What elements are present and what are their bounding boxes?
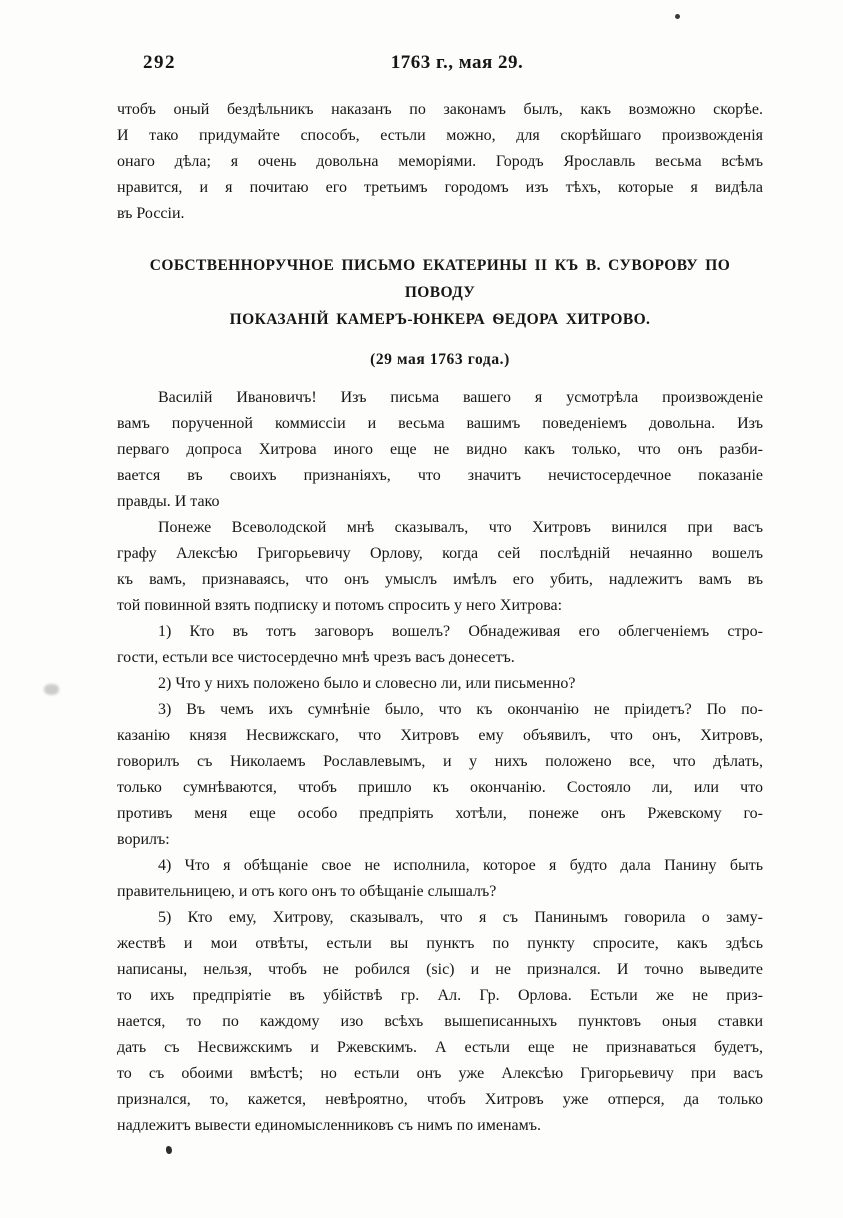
letter-body xyxy=(117,385,763,1139)
text-line: 1) Кто въ тотъ заговоръ вошелъ? Обнадеживая его облегченіемъ стро- xyxy=(158,623,763,640)
text-line: онаго дѣла; я очень довольна меморіями. Городъ Ярославль весьма всѣмъ xyxy=(117,153,763,170)
intro-paragraph xyxy=(117,97,763,227)
text-line: 4) Что я обѣщаніе свое не исполнила, которое я будто дала Панину быть xyxy=(158,857,763,874)
scan-artifact-dot-bottom-left xyxy=(166,1146,172,1154)
letter-paragraph-2 xyxy=(117,515,763,619)
text-line: нается, то по каждому изо всѣхъ вышеписанныхъ пунктовъ оныя ставки xyxy=(117,1013,763,1030)
letter-paragraph-1 xyxy=(117,385,763,515)
text-line: правительницею, и отъ кого онъ то обѣщаніе слышалъ? xyxy=(117,883,497,900)
text-line: правды. И тако xyxy=(117,493,220,510)
letter-date: (29 мая 1763 года.) xyxy=(370,351,510,368)
text-line: Понеже Всеволодской мнѣ сказывалъ, что Хитровъ винился при васъ xyxy=(158,519,763,536)
page-header xyxy=(117,52,763,78)
section-title-line-2: ПОКАЗАНІЙ КАМЕРЪ-ЮНКЕРА ѲЕДОРА ХИТРОВО. xyxy=(229,311,651,328)
page-number: 292 xyxy=(143,52,176,73)
text-line: нравится, и я почитаю его третьимъ городомъ изъ тѣхъ, которые я видѣла xyxy=(117,179,763,196)
text-line: къ вамъ, признаваясь, что онъ умыслъ имѣлъ его убить, надлежитъ вамъ въ xyxy=(117,571,763,588)
letter-point-5 xyxy=(117,905,763,1139)
letter-point-4 xyxy=(117,853,763,905)
scan-artifact-dot-top-right xyxy=(675,14,680,19)
text-line: графу Алексѣю Григорьевичу Орлову, когда сей послѣдній нечаянно вошелъ xyxy=(117,545,763,562)
text-line: чтобъ оный бездѣльникъ наказанъ по законамъ былъ, какъ возможно скорѣе. xyxy=(117,101,763,118)
text-line: вамъ порученной коммиссіи и весьма вашимъ поведеніемъ довольна. Изъ xyxy=(117,415,763,432)
text-line: Василій Ивановичъ! Изъ письма вашего я усмотрѣла произвожденіе xyxy=(158,389,763,406)
scan-artifact-smudge-left-margin xyxy=(44,684,59,695)
text-line: противъ меня еще особо предпріять хотѣли, понеже онъ Ржевскому го- xyxy=(117,805,763,822)
text-line: казанію князя Несвижскаго, что Хитровъ ему объявилъ, что онъ, Хитровъ, xyxy=(117,727,763,744)
page-content xyxy=(117,97,763,1139)
text-line: перваго допроса Хитрова иного еще не видно какъ только, что онъ разби- xyxy=(117,441,763,458)
text-line: той повинной взять подписку и потомъ спросить у него Хитрова: xyxy=(117,597,563,614)
text-line: 2) Что у нихъ положено было и словесно ли, или письменно? xyxy=(158,675,576,692)
letter-point-2 xyxy=(117,671,763,697)
running-title: 1763 г., мая 29. xyxy=(390,52,524,73)
text-line: 5) Кто ему, Хитрову, сказывалъ, что я съ Панинымъ говорила о заму- xyxy=(158,909,763,926)
text-line: въ Россіи. xyxy=(117,205,185,222)
text-line: 3) Въ чемъ ихъ сумнѣніе было, что къ окончанію не пріидетъ? По по- xyxy=(158,701,763,718)
text-line: гости, естьли все чистосердечно мнѣ чрезъ васъ донесетъ. xyxy=(117,649,515,666)
text-line: дать съ Несвижскимъ и Ржевскимъ. А естьли еще не признаваться будетъ, xyxy=(117,1039,763,1056)
letter-point-1 xyxy=(117,619,763,671)
text-line: И тако придумайте способъ, естьли можно, для скорѣйшаго произвожденія xyxy=(117,127,763,144)
text-line: то съ обоими вмѣстѣ; но естьли онъ уже Алексѣю Григорьевичу при васъ xyxy=(117,1065,763,1082)
text-line: ворилъ: xyxy=(117,831,170,848)
letter-point-3 xyxy=(117,697,763,853)
text-line: написаны, нельзя, чтобъ не робился (sic) и не признался. И точно выведите xyxy=(117,961,763,978)
text-line: жествѣ и мои отвѣты, естьли вы пунктъ по пункту спросите, какъ здѣсь xyxy=(117,935,763,952)
text-line: говорилъ съ Николаемъ Рославлевымъ, и у нихъ положено все, что дѣлать, xyxy=(117,753,763,770)
text-line: только сумнѣваются, чтобъ пришло къ окончанію. Состояло ли, или что xyxy=(117,779,763,796)
text-line: то ихъ предпріятіе въ убійствѣ гр. Ал. Гр. Орлова. Естьли же не приз- xyxy=(117,987,763,1004)
section-title-line-1: СОБСТВЕННОРУЧНОЕ ПИСЬМО ЕКАТЕРИНЫ II КЪ В. СУВОРОВУ ПО ПОВОДУ xyxy=(149,257,731,301)
section-title xyxy=(117,252,763,333)
text-line: признался, то, кажется, невѣроятно, чтобъ Хитровъ уже отперся, да только xyxy=(117,1091,763,1108)
text-line: надлежитъ вывести единомысленниковъ съ нимъ по именамъ. xyxy=(117,1117,541,1134)
text-line: вается въ своихъ признаніяхъ, что значитъ нечистосердечное показаніе xyxy=(117,467,763,484)
